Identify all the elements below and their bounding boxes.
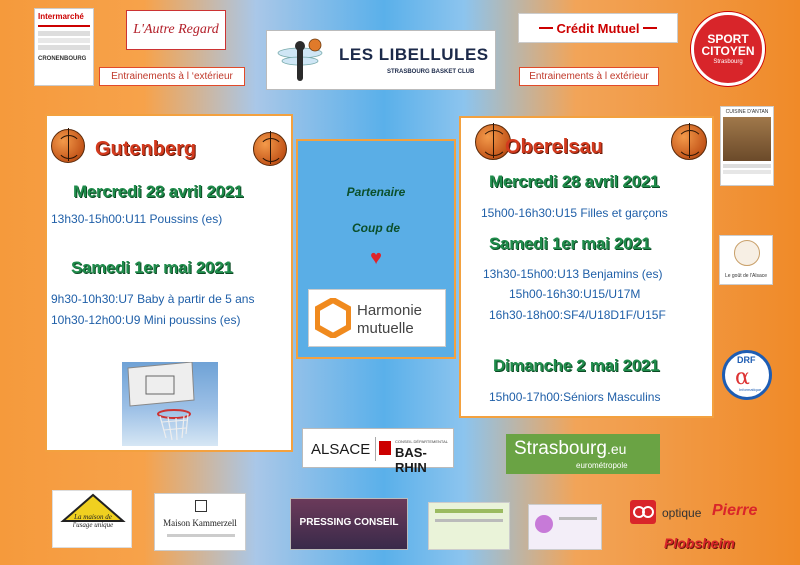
oberelsau-date-2: Samedi 1er mai 2021 xyxy=(489,234,651,253)
gutenberg-panel xyxy=(45,114,293,452)
drf-logo xyxy=(722,350,772,400)
dragonfly-icon xyxy=(275,37,325,85)
cuisine-antan-name: CUISINE D'ANTAN xyxy=(725,109,769,115)
gutenberg-title: Gutenberg xyxy=(95,138,197,160)
credit-mutuel-logo xyxy=(518,13,678,43)
strasbourg-text: Strasbourg xyxy=(514,438,607,459)
oberelsau-title: Oberelsau xyxy=(505,136,603,158)
strasbourg-eu-text: .eu xyxy=(606,441,627,457)
oberelsau-session-1: 15h00-16h30:U15 Filles et garçons xyxy=(481,206,668,220)
oberelsau-date-3: Dimanche 2 mai 2021 xyxy=(493,356,660,375)
intermarche-name: Intermarché xyxy=(38,12,84,21)
drf-name: DRF xyxy=(737,355,756,365)
mutuelle-text: mutuelle xyxy=(357,320,414,337)
harmonie-text: Harmonie xyxy=(357,302,423,319)
gout-alsace-name: Le goût de l'Alsace xyxy=(724,273,768,279)
basketball-icon-left-1 xyxy=(51,129,85,163)
club-subtitle: STRASBOURG BASKET CLUB xyxy=(387,69,475,75)
drf-subtitle: Informatique xyxy=(739,387,762,392)
gutenberg-session-2: 9h30-10h30:U7 Baby à partir de 5 ans xyxy=(51,292,255,306)
stork-icon xyxy=(734,240,760,266)
strasbourg-eurometropole-logo xyxy=(506,434,660,474)
maison-usage-unique-logo xyxy=(52,490,132,548)
bottom-sponsor-card-2 xyxy=(528,504,602,550)
cuisine-antan-logo xyxy=(720,106,774,186)
gout-alsace-logo xyxy=(719,235,773,285)
heart-icon: ♥ xyxy=(370,247,382,269)
outdoor-label-right: Entrainements à l extérieur xyxy=(519,67,659,86)
intermarche-logo xyxy=(34,8,94,86)
sport-citoyen-name: SPORT CITOYEN xyxy=(701,32,755,58)
oberelsau-session-3: 15h00-16h30:U15/U17M xyxy=(509,287,641,301)
maison-usage-text: La maison de l'usage unique xyxy=(72,513,114,529)
oberelsau-session-4: 16h30-18h00:SF4/U18D1F/U15F xyxy=(489,308,666,322)
outdoor-label-left: Entrainements à l ‘extérieur xyxy=(99,67,245,86)
autre-regard-logo xyxy=(126,10,226,50)
hexagon-icon xyxy=(315,298,351,343)
oberelsau-session-5: 15h00-17h00:Séniors Masculins xyxy=(489,390,661,404)
gutenberg-date-2: Samedi 1er mai 2021 xyxy=(71,258,233,277)
plobsheim-text: Plobsheim xyxy=(664,535,735,551)
basketball-icon-right-2 xyxy=(671,124,707,160)
alsace-text: ALSACE xyxy=(311,441,371,458)
alpha-icon: α xyxy=(735,365,750,390)
gutenberg-session-3: 10h30-12h00:U9 Mini poussins (es) xyxy=(51,313,241,327)
pressing-conseil-logo xyxy=(290,498,408,550)
credit-mutuel-name: Crédit Mutuel xyxy=(556,20,640,36)
basketball-icon-left-2 xyxy=(253,132,287,166)
kammerzell-name: Maison Kammerzell xyxy=(163,518,237,528)
maison-kammerzell-logo xyxy=(154,493,246,551)
sport-citoyen-logo xyxy=(691,12,765,86)
club-name: LES LIBELLULES xyxy=(339,45,489,64)
intermarche-city: CRONENBOURG xyxy=(38,56,87,62)
partner-line-2: Coup de xyxy=(352,221,400,235)
optique-icon xyxy=(630,500,656,524)
partner-panel xyxy=(296,139,456,359)
basrhin-emblem-icon xyxy=(379,441,391,455)
autre-regard-name: L'Autre Regard xyxy=(133,22,219,37)
oberelsau-session-2: 13h30-15h00:U13 Benjamins (es) xyxy=(483,267,663,281)
gutenberg-session-1: 13h30-15h00:U11 Poussins (es) xyxy=(51,212,223,226)
club-logo xyxy=(266,30,496,90)
gutenberg-date-1: Mercredi 28 avril 2021 xyxy=(73,182,244,201)
pierre-text: Pierre xyxy=(712,502,758,519)
basrhin-text: BAS-RHIN xyxy=(395,445,427,475)
harmonie-mutuelle-logo xyxy=(308,289,446,347)
optique-pierre-logo xyxy=(630,498,770,528)
alsace-basrhin-logo xyxy=(302,428,454,475)
pressing-text: PRESSING CONSEIL xyxy=(299,517,399,528)
basketball-hoop-photo xyxy=(122,362,218,446)
optique-text: optique xyxy=(662,506,702,520)
eurometropole-text: eurométropole xyxy=(576,461,628,470)
bottom-sponsor-card-1 xyxy=(428,502,510,550)
partner-line-1: Partenaire xyxy=(346,185,406,199)
kammerzell-emblem-icon xyxy=(195,500,207,512)
basrhin-caption: CONSEIL DÉPARTEMENTAL xyxy=(395,439,448,444)
flower-icon xyxy=(535,515,553,533)
sport-citoyen-city: Strasbourg xyxy=(713,59,743,65)
oberelsau-panel xyxy=(459,116,714,418)
oberelsau-date-1: Mercredi 28 avril 2021 xyxy=(489,172,660,191)
